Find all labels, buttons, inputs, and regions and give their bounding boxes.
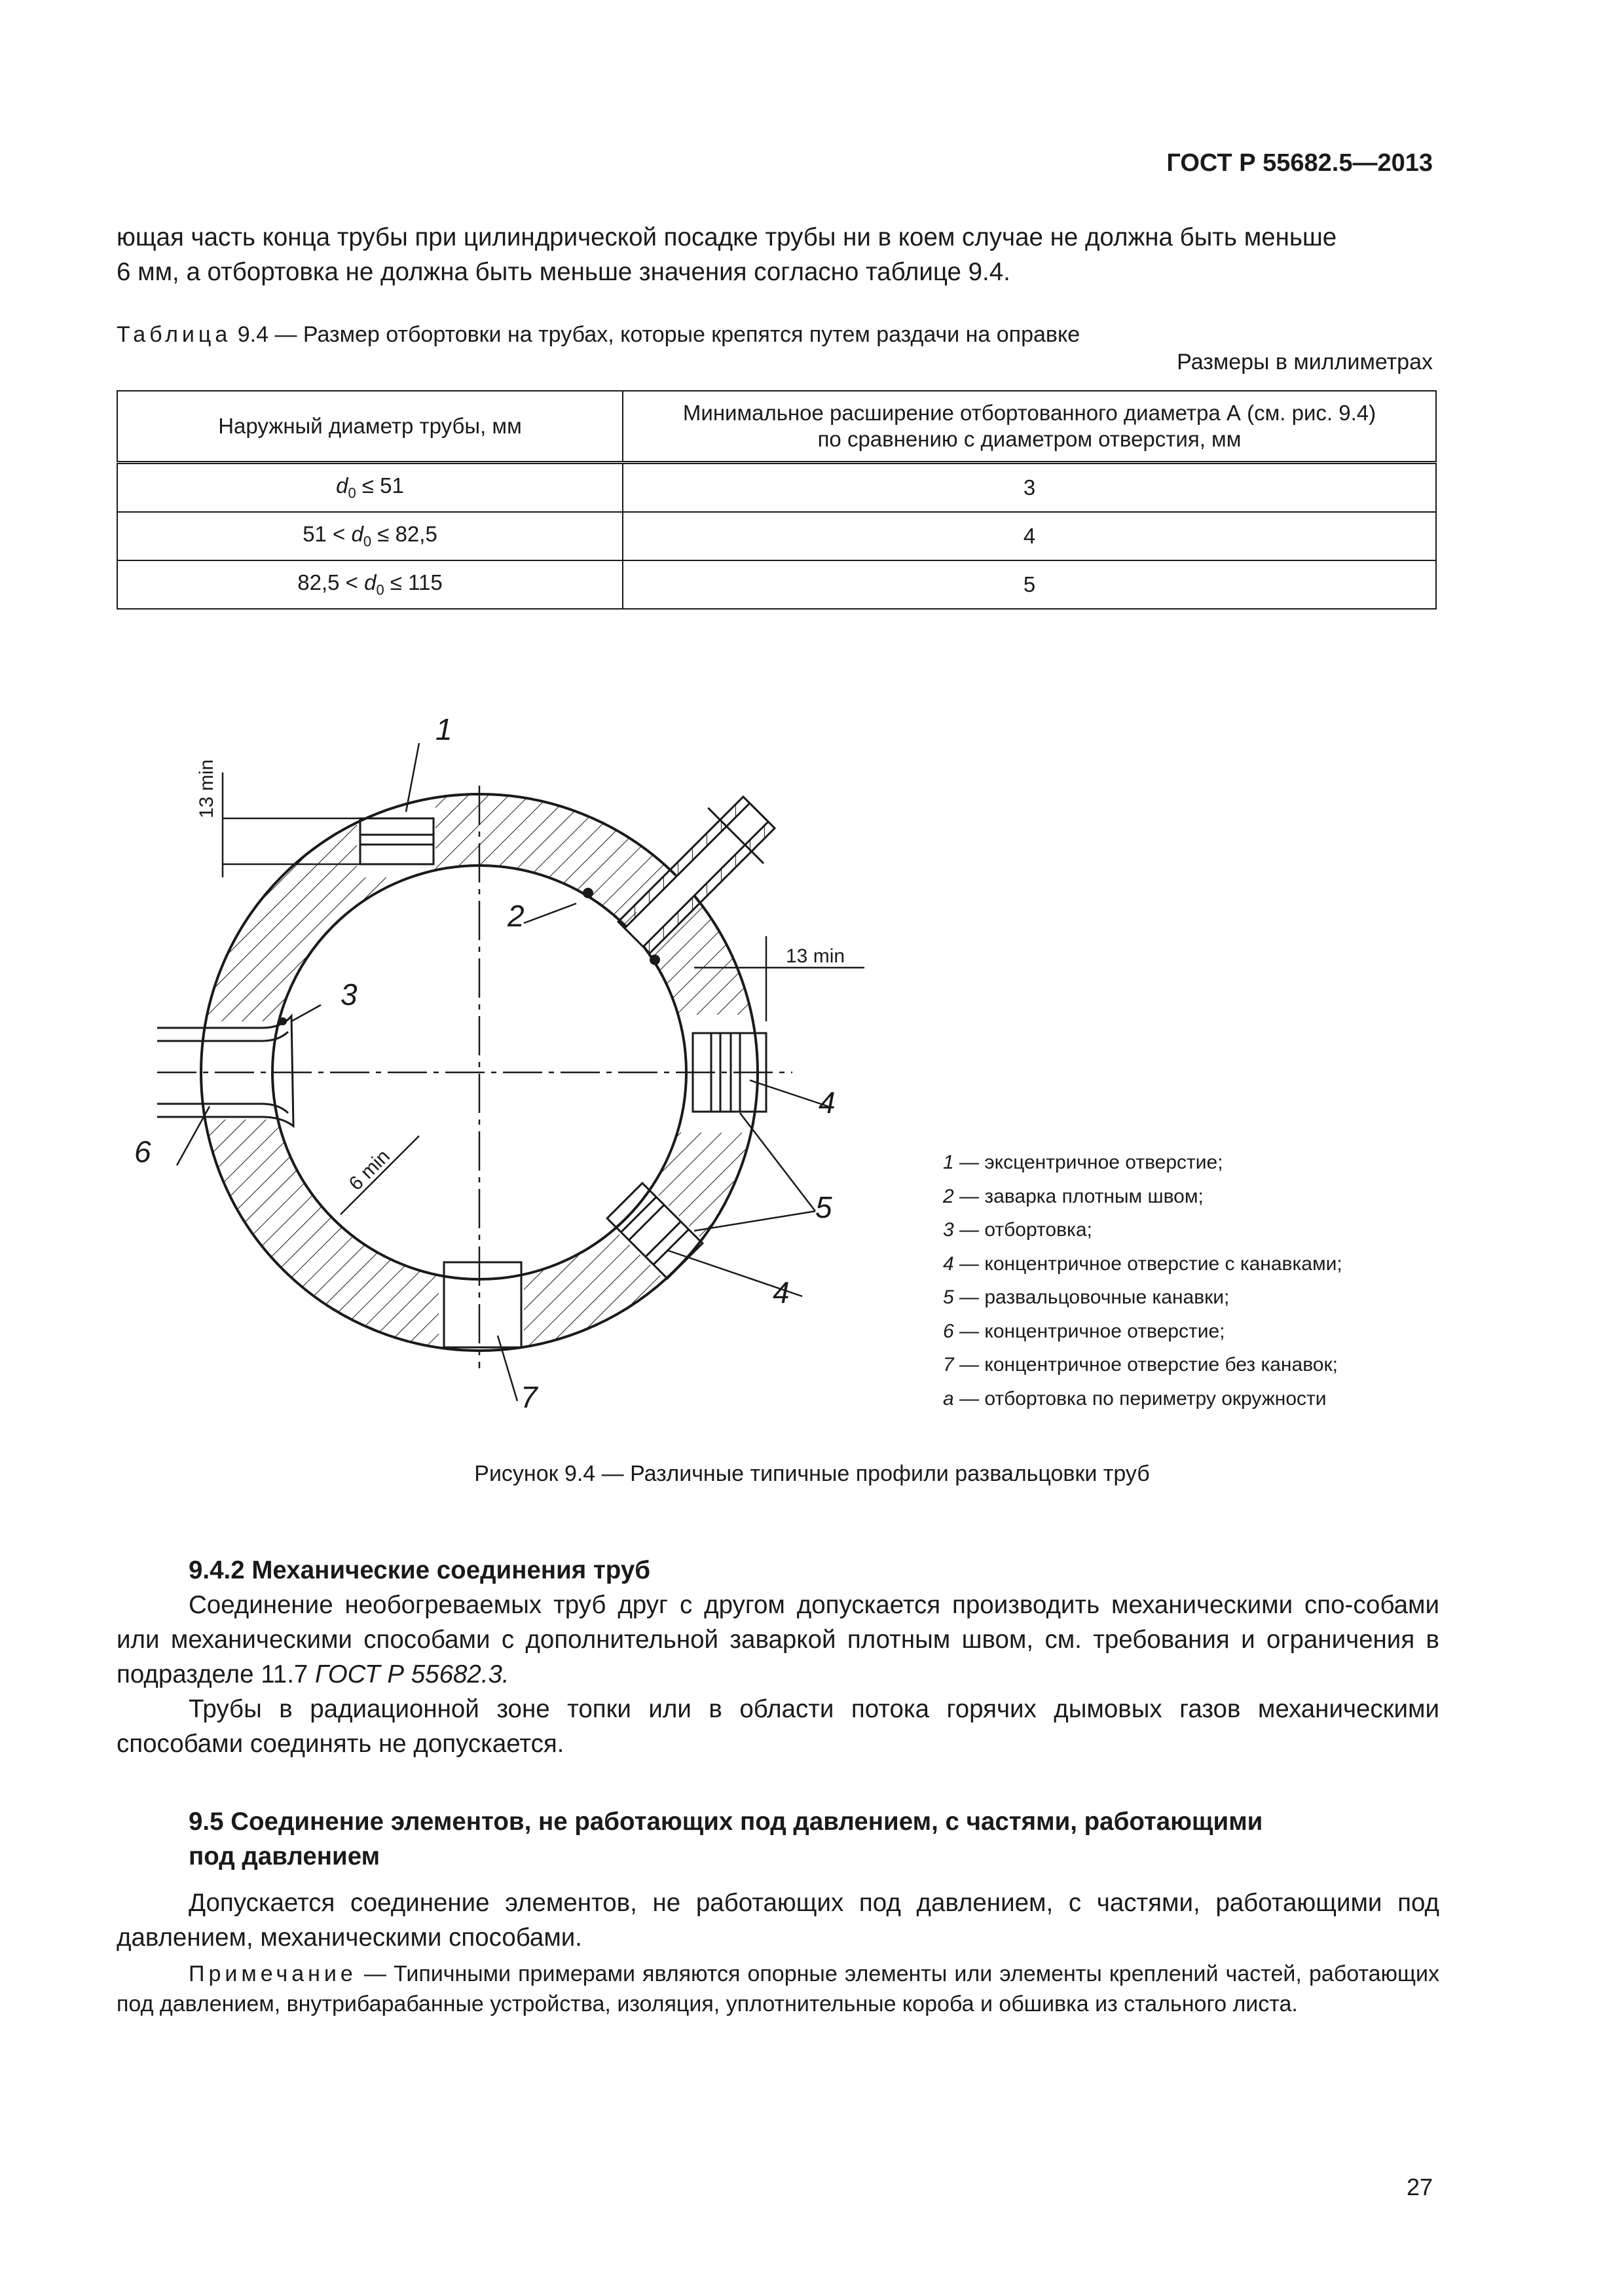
- tube-expansion-drawing: [117, 707, 922, 1427]
- legend-item: 7 — концентричное отверстие без канавок;: [943, 1354, 1338, 1376]
- section-9-5-heading-line-1: 9.5 Соединение элементов, не работающих под давлением, с частями, работающими: [189, 1808, 1263, 1836]
- page-number: 27: [1406, 2174, 1433, 2200]
- table-header-expansion-line2: по сравнению с диаметром отверстия, мм: [817, 427, 1242, 451]
- document-id: ГОСТ Р 55682.5—2013: [1166, 149, 1433, 177]
- dim-6min: 6 min: [344, 1145, 394, 1195]
- dim-13min-top: 13 min: [196, 759, 217, 818]
- callout-5: 5: [815, 1190, 832, 1224]
- legend-item: 2 — заварка плотным швом;: [943, 1185, 1204, 1207]
- table-units: Размеры в миллиметрах: [1177, 350, 1433, 374]
- legend-item: 3 — отбортовка;: [943, 1219, 1092, 1241]
- figure-caption: Рисунок 9.4 — Различные типичные профили развальцовки труб: [474, 1461, 1150, 1486]
- table-row: [117, 512, 1436, 560]
- legend-item: 1 — эксцентричное отверстие;: [943, 1152, 1223, 1173]
- table-row: [117, 560, 1436, 609]
- callout-3: 3: [341, 977, 358, 1011]
- table-9-4: [117, 390, 1437, 610]
- section-9-5-heading-line-2: под давлением: [189, 1842, 380, 1870]
- callout-4b: 4: [773, 1275, 790, 1309]
- note-label: Примечание: [189, 1961, 357, 1986]
- table-cell-diameter: $82,5 < d_0 \le 115$: [117, 560, 623, 609]
- note-text: Примечание — Типичными примерами являются опорные элементы или элементы креплений частей, работающих под давлением, внутрибарабанные устройства, изоляция, уплотнительные короба и обшивка из стального листа.: [117, 1961, 1439, 2016]
- table-header-expansion: [623, 391, 1436, 463]
- table-caption-label: Таблица: [117, 322, 232, 347]
- callout-4: 4: [819, 1085, 836, 1120]
- intro-line-2: 6 мм, а отбортовка не должна быть меньше значения согласно таблице 9.4.: [117, 258, 1010, 286]
- callout-2: 2: [507, 899, 525, 933]
- callout-1: 1: [435, 712, 452, 746]
- table-cell-diameter: $51 < d_0 \le 82,5$: [117, 512, 623, 560]
- legend-item: 4 — концентричное отверстие с канавками;: [943, 1252, 1342, 1275]
- section-9-5: [117, 1804, 1439, 1874]
- table-cell-diameter: $d_0 \le 51$: [117, 463, 623, 513]
- note: [117, 1959, 1439, 2019]
- intro-line-1: ющая часть конца трубы при цилиндрической посадке трубы ни в коем случае не должна быть меньше: [117, 223, 1337, 251]
- table-cell-value: 5: [623, 560, 1436, 609]
- dim-13min-right: 13 min: [786, 945, 845, 967]
- table-cell-value: 4: [623, 512, 1436, 560]
- legend-item: 6 — концентричное отверстие;: [943, 1320, 1225, 1342]
- intro-paragraph: [117, 220, 1439, 289]
- section-9-4-2-heading: 9.4.2 Механические соединения труб: [189, 1556, 651, 1584]
- table-header-diameter: Наружный диаметр трубы, мм: [117, 391, 623, 463]
- legend-item: 5 — развальцовочные канавки;: [943, 1286, 1230, 1308]
- table-caption: [117, 322, 1080, 348]
- section-9-5-paragraph: [117, 1886, 1439, 1955]
- figure-legend: [943, 1146, 1342, 1415]
- table-header-expansion-line1: Минимальное расширение отбортованного диаметра А (см. рис. 9.4): [682, 401, 1376, 425]
- section-9-4-2-para-2: Трубы в радиационной зоне топки или в области потока горячих дымовых газов механическими способами соединять не допускается.: [117, 1695, 1439, 1758]
- callout-7: 7: [521, 1380, 538, 1414]
- table-cell-value: 3: [623, 463, 1436, 513]
- table-caption-text: 9.4 — Размер отбортовки на трубах, которые крепятся путем раздачи на оправке: [237, 322, 1080, 347]
- table-row: [117, 463, 1436, 513]
- section-9-4-2: [117, 1553, 1439, 1761]
- callout-6: 6: [134, 1135, 151, 1169]
- table-header-row: [117, 391, 1436, 463]
- legend-item: a — отбортовка по периметру окружности: [943, 1387, 1327, 1410]
- section-9-4-2-para-1: Соединение необогреваемых труб друг с другом допускается производить механическими спо-собами или механическими способами с дополнительной заваркой плотным швом, см. требования и ограничения в подразделе 11.7 ГОСТ Р 55682.3.: [117, 1591, 1439, 1688]
- section-9-5-para-1: Допускается соединение элементов, не работающих под давлением, с частями, работающими под давлением, механическими способами.: [117, 1889, 1439, 1952]
